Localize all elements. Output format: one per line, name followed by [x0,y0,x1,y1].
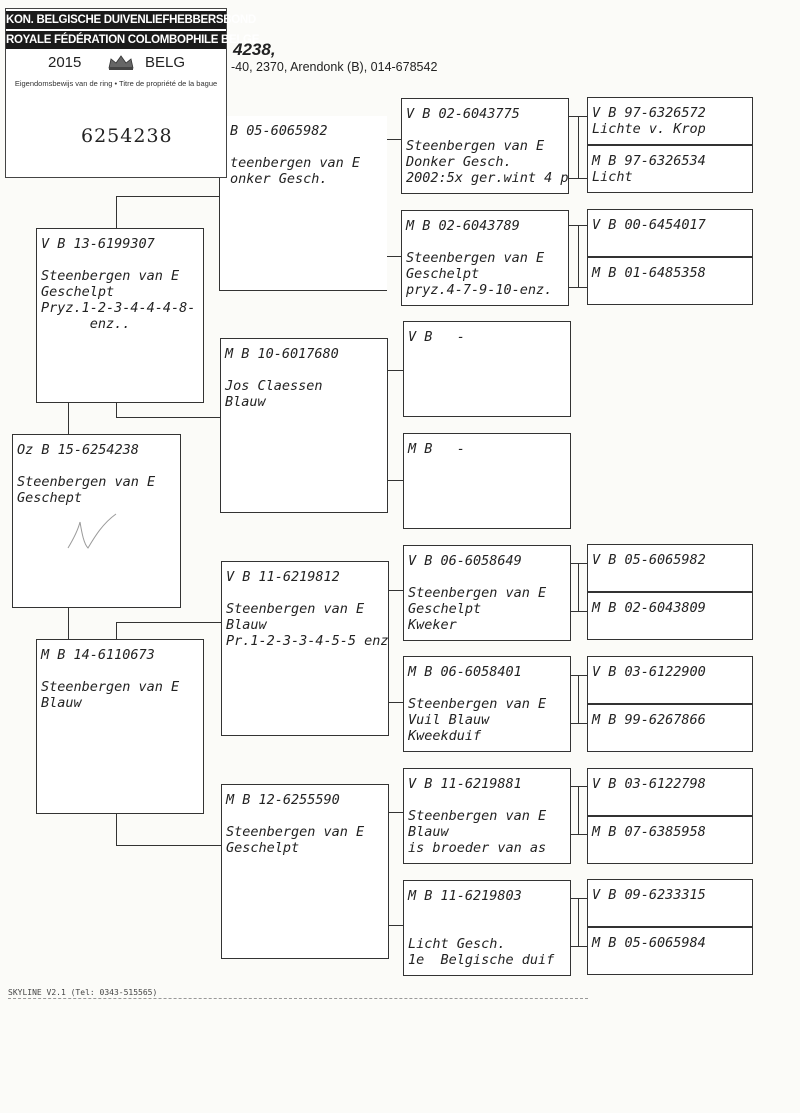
pigeon-info-text: M B 02-6043789 Steenbergen van E Geschelpt pryz.4-7-9-10-enz. [406,218,553,298]
card-subtitle: Eigendomsbewijs van de ring • Titre de propriété de la bague [14,79,218,88]
pigeon-box-gen4-5 [587,544,753,592]
pigeon-info-text: V B 09-6233315 [592,887,706,903]
pigeon-info-text: V B 13-6199307 Steenbergen van E Geschelpt Pryz.1-2-3-4-4-4-8- enz.. [41,236,196,332]
pigeon-box-gen4-7 [587,656,753,704]
pigeon-info-text: M B 02-6043809 [592,600,706,616]
card-year: 2015 [48,54,82,71]
pigeon-box-sire-sire-dam [401,210,569,306]
pigeon-info-text: V B 03-6122798 [592,776,706,792]
pigeon-info-text: M B - [408,441,465,457]
pigeon-box-gen4-11 [587,879,753,927]
pigeon-info-text: V B 97-6326572 Lichte v. Krop [592,105,706,137]
signature-scribble [60,510,130,555]
pigeon-info-text: V B 06-6058649 Steenbergen van E Geschelpt Kweker [408,553,547,633]
ring-ownership-card [5,8,260,178]
pigeon-box-dam-sire [221,561,389,736]
pigeon-box-gen4-8 [587,704,753,752]
pigeon-box-sire-dam-dam [403,433,571,529]
pigeon-info-text: B 05-6065982 teenbergen van E onker Gesch. [230,123,361,187]
pigeon-box-sire-sire-sire [401,98,569,194]
pigeon-box-dam-sire-dam [403,656,571,752]
pigeon-box-gen4-1 [587,97,753,145]
pigeon-box-gen4-4 [587,257,753,305]
pigeon-box-gen4-3 [587,209,753,257]
card-header-line1: KON. BELGISCHE DUIVENLIEFHEBBERSBOND [6,11,226,29]
pigeon-box-sire-sire [219,116,387,291]
pigeon-info-text: M B 12-6255590 Steenbergen van E Geschelpt [226,792,365,856]
pigeon-box-gen4-12 [587,927,753,975]
pigeon-info-text: M B 01-6485358 [592,265,706,281]
pigeon-info-text: Oz B 15-6254238 Steenbergen van E Geschept [17,442,156,506]
pigeon-box-sire-dam-sire [403,321,571,417]
pigeon-box-sire [36,228,204,403]
pigeon-info-text: V B 11-6219881 Steenbergen van E Blauw is broeder van as [408,776,547,856]
pigeon-info-text: V B 03-6122900 [592,664,706,680]
pigeon-info-text: M B 14-6110673 Steenbergen van E Blauw [41,647,180,711]
pigeon-info-text: M B 99-6267866 [592,712,706,728]
pigeon-box-sire-dam [220,338,388,513]
owner-title: 4238, [233,40,276,59]
pigeon-info-text: M B 10-6017680 Jos Claessen Blauw [225,346,339,410]
pigeon-info-text: V B 00-6454017 [592,217,706,233]
pigeon-info-text: M B 07-6385958 [592,824,706,840]
footer-rule [8,998,588,999]
pigeon-box-dam-sire-sire [403,545,571,641]
owner-address: -40, 2370, Arendonk (B), 014-678542 [231,60,438,74]
pigeon-info-text: M B 97-6326534 Licht [592,153,706,185]
pigeon-info-text: M B 11-6219803 Licht Gesch. 1e Belgische duif [408,888,555,968]
crown-emblem-icon [106,53,136,71]
pigeon-box-gen4-6 [587,592,753,640]
card-ring-number: 6254238 [81,125,173,147]
pigeon-info-text: V B - [408,329,465,345]
pigeon-box-gen4-10 [587,816,753,864]
pigeon-info-text: V B 02-6043775 Steenbergen van E Donker Gesch. 2002:5x ger.wint 4 p [406,106,569,186]
card-header-line2: ROYALE FÉDÉRATION COLOMBOPHILE BELGE [6,31,226,49]
pigeon-info-text: V B 05-6065982 [592,552,706,568]
pigeon-info-text: V B 11-6219812 Steenbergen van E Blauw Pr.1-2-3-3-4-5-5 enz [226,569,389,649]
pigeon-box-gen4-2 [587,145,753,193]
pigeon-box-dam-dam [221,784,389,959]
pigeon-box-dam-dam-sire [403,768,571,864]
pigeon-box-gen4-9 [587,768,753,816]
software-footer: SKYLINE V2.1 (Tel: 0343-515565) [8,988,158,997]
pigeon-box-dam-dam-dam [403,880,571,976]
pigeon-info-text: M B 06-6058401 Steenbergen van E Vuil Blauw Kweekduif [408,664,547,744]
pigeon-box-dam [36,639,204,814]
pigeon-info-text: M B 05-6065984 [592,935,706,951]
card-country: BELG [145,54,186,71]
